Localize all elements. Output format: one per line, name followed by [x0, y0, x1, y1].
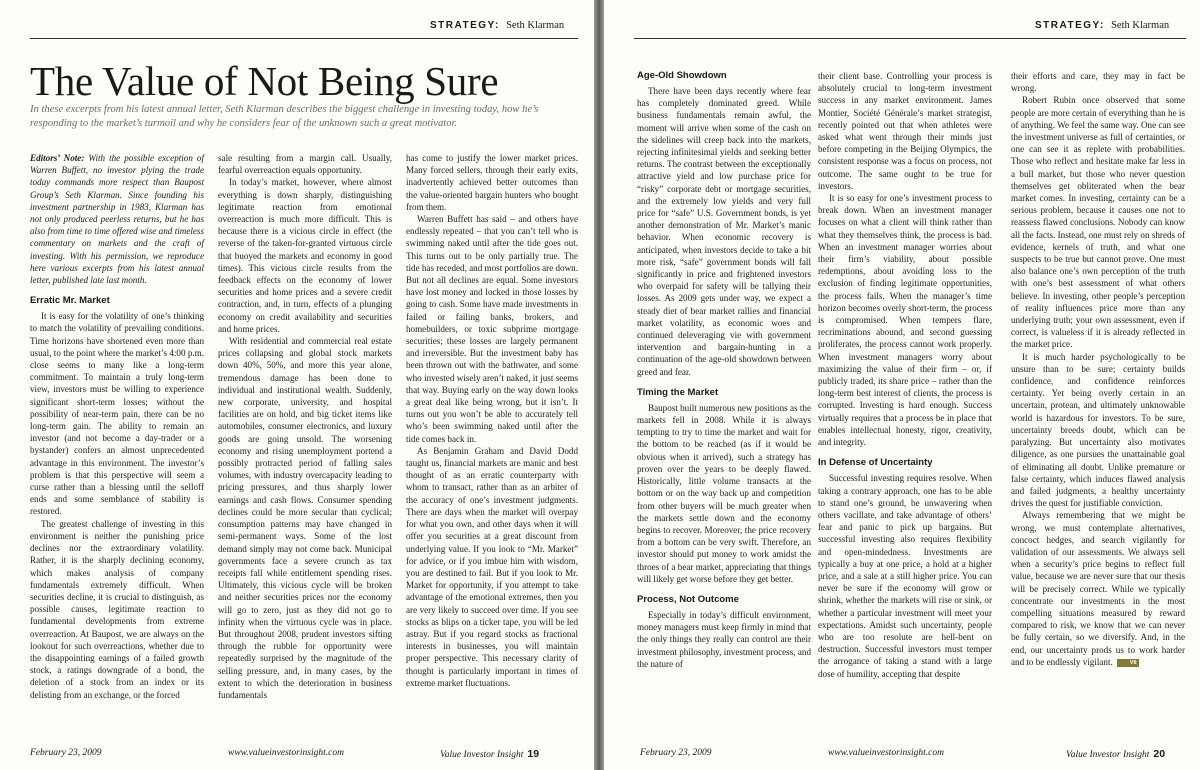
- paragraph: has come to justify the lower market prices. Many forced sellers, through their early exits, inadvertently achieved better outcomes than the value-oriented bargain hunters who bought from them.: [406, 153, 578, 212]
- editors-note: [30, 152, 204, 286]
- author-name: Seth Klarman: [1111, 20, 1170, 31]
- paragraph: The greatest challenge of investing in this environment is neither the punishing price declines nor the extraordinary volatility. Rather, it is the sharply declining economy, which makes analysis of company fundamentals extremely difficult. When securities decline, it is crucial to distinguish, as possible causes, legitimate reaction to fundamental developments from extreme overreaction. At Baupost, we are always on the lookout for such overreactions, whether due to the disappointing earnings of a failed growth stock, a ratings downgrade of a bond, the deletion of a stock from an index or its delisting from an exchange, or the forced: [30, 518, 204, 700]
- paragraph: It is so easy for one’s investment process to break down. When an investment manager focuses on what a client will think rather than what they themselves think, the process is bad. When an investment manager worries about their firm’s viability, about possible redemptions, about avoiding loss to the exclusion of finding legitimate opportunities, the process fails. When the manager’s time horizon becomes overly short-term, the process is compromised. When tempers flare, recriminations abound, and second guessing proliferates, the process cannot work properly. When investment managers worry about maximizing the value of their firm – or, if publicly traded, its share price – rather than the long-term best interest of clients, the process is corrupted. Investing is hard enough. Success virtually requires that a process be in place that enables intellectual honesty, rigor, creativity, and integrity.: [818, 193, 992, 448]
- section-heading: Age-Old Showdown: [637, 70, 727, 81]
- footer-date: February 23, 2009: [30, 748, 102, 758]
- editors-note-text: With the possible exception of Warren Buffett, no investor plying the trade today commands more respect than Baupost Group’s Seth Klarman. Since founding his investment partnership in 1983, Klarman has not only produced peerless returns, but he has also from time to time offered wise and timeless commentary on markets and the craft of investing. With his permission, we reproduce here various excerpts from his latest annual letter, published late last month.: [30, 153, 204, 286]
- paragraph: In today’s market, however, where almost everything is down sharply, distinguishing legitimate reaction from emotional overreaction is much more difficult. This is because there is a vicious circle in effect (the reverse of the taken-for-granted virtuous circle that buoyed the markets and economy in good times). This vicious circle results from the feedback effects on the economy of lower securities and home prices and a severe credit contraction, and, in turn, effects of a plunging economy on credit availability and securities and home prices.: [218, 177, 392, 334]
- footer-publication: [440, 748, 539, 760]
- paragraph: With residential and commercial real estate prices collapsing and global stock markets down 40%, 50%, and more this year alone, tremendous damage has been done to individual and institutional wealth. Suddenly, new corporate, university, and hospital facilities are on hold, and big ticket items like automobiles, consumer electronics, and luxury goods are going unsold. The worsening economy and rising unemployment portend a possibly protracted period of falling sales volumes, with industry overcapacity leading to pricing pressures, and thus sharply lower earnings and cash flows. Consumer spending declines could be more secular than cyclical; consumption patterns may have changed in semi-permanent ways. Some of the lost demand simply may not come back. Municipal governments face a severe crunch as tax receipts fall while entitlement spending rises. Ultimately, this vicious cycle will be broken and neither securities prices nor the economy will go to zero, just as they did not go to infinity when the virtuous cycle was in place. But throughout 2008, prudent investors sifting through the rubble for opportunity were repeatedly surprised by the magnitude of the selling pressure, and, in many cases, by the extent to which the deterioration in business fundamentals: [218, 336, 392, 700]
- column-1: [637, 70, 811, 670]
- section-label: STRATEGY:: [430, 20, 500, 31]
- column-3: [406, 152, 578, 689]
- header-rule: [30, 38, 578, 39]
- column-1: [30, 152, 204, 701]
- footer-url[interactable]: www.valueinvestorinsight.com: [228, 748, 344, 758]
- section-heading: In Defense of Uncertainty: [818, 457, 933, 469]
- end-mark-icon: VII: [1117, 659, 1139, 667]
- spine-gutter: [594, 0, 604, 770]
- paragraph: sale resulting from a margin call. Usually, fearful overreaction equals opportunity.: [218, 153, 392, 176]
- paragraph: Baupost built numerous new positions as the markets fell in 2008. While it is always tempting to try to time the market and wait for the bottom to be reached (as if it would be obvious when it arrived), such a strategy has proven over the years to be deeply flawed. Historically, little volume transacts at the bottom or on the way back up and competition from other buyers will be much greater when the markets settle down and the economy begins to recover. Moreover, the price recovery from a bottom can be very swift. Therefore, an investor should put money to work amidst the throes of a bear market, appreciating that things will likely get worse before they get better.: [637, 402, 811, 584]
- page-number: 19: [527, 748, 540, 760]
- paragraph-text: Always remembering that we might be wrong, we must contemplate alternatives, concoct hedges, and search vigilantly for validation of our assessments. We always sell when a security’s price begins to reflect full value, because we are never sure that our thesis will be precisely correct. While we typically concentrate our investments in the most compelling situations measured by reward compared to risk, we know that we can never be fully certain, so we diversify. And, in the end, our uncertainty prods us to work harder and to be endlessly vigilant.: [1011, 510, 1185, 667]
- paragraph: It is much harder psychologically to be unsure than to be sure; certainty builds confidence, and confidence reinforces certainty. Yet being overly certain in an uncertain, protean, and ultimately unknowable world is hazardous for investors. To be sure, uncertainty breeds doubt, which can be paralyzing. But uncertainty also motivates diligence, as one pursues the unattainable goal of eliminating all doubt. Unlike premature or false certainty, which induces flawed analysis and failed judgments, a healthy uncertainty drives the quest for justifiable conviction.: [1011, 351, 1185, 509]
- column-3: [1011, 70, 1185, 668]
- footer-date: February 23, 2009: [640, 748, 712, 758]
- paragraph: Successful investing requires resolve. When taking a contrary approach, one has to be able to stand one’s ground, be unwavering when others vacillate, and take advantage of others’ fear and panic to pick up bargains. But successful investing also requires flexibility and open-mindedness. Investments are typically a buy at one price, a hold at a higher price, and a sale at a still higher price. You can never be sure if the economy will grow or shrink, whether the markets will rise or sink, or whether a particular investment will meet your expectations. Amidst such uncertainty, people who are too resolute are hell-bent on destruction. Successful investors must temper the arrogance of taking a stand with a large dose of humility, accepting that despite: [818, 473, 992, 679]
- paragraph: As Benjamin Graham and David Dodd taught us, financial markets are manic and best thought of as an erratic counterparty with whom to transact, rather than as an arbiter of the accuracy of one’s investment judgments. There are days when the market will overpay for what you own, and other days when it will offer you securities at a great discount from underlying value. If you look to “Mr. Market” for advice, or if you imbue him with wisdom, you are destined to fail. But if you look to Mr. Market for opportunity, if you attempt to take advantage of the emotional extremes, then you are very likely to succeed over time. If you see stocks as blips on a ticker tape, you will be led astray. But if you regard stocks as fractional interests in businesses, you will maintain proper perspective. This necessary clarity of thought is particularly important in times of extreme market fluctuations.: [406, 445, 578, 688]
- paragraph: It is easy for the volatility of one’s thinking to match the volatility of prevailing conditions. Time horizons have shortened even more than usual, to the point where the market’s 4:00 p.m. close seems to many like a long-term commitment. To maintain a truly long-term view, investors must be willing to experience significant short-term losses; without the possibility of near-term pain, there can be no long-term gain. The ability to remain an investor (and not become a day-trader or a bystander) confers an almost unprecedented advantage in this environment. The investor’s problem is that this perspective will seem a curse rather than a blessing until the selloff ends and some semblance of stability is restored.: [30, 311, 204, 517]
- page-19: [0, 0, 594, 770]
- running-header: [1035, 20, 1169, 31]
- section-heading: Erratic Mr. Market: [30, 295, 110, 307]
- page-20: [604, 0, 1200, 770]
- publication-name: Value Investor Insight: [1066, 750, 1150, 760]
- author-name: Seth Klarman: [506, 20, 565, 31]
- article-deck: In these excerpts from his latest annual letter, Seth Klarman describes the biggest challenge in investing today, how he’s responding to the market’s turmoil and why he considers fear of the unknown such a great motivator.: [30, 104, 539, 129]
- paragraph: Robert Rubin once observed that some people are more certain of everything than he is of anything. We feel the same way. One can see the investment universe as full of certainties, or one can see it as replete with probabilities. Those who reflect and hesitate make far less in a bull market, but those who never question themselves get obliterated when the bear market comes. In investing, certainty can be a serious problem, because it causes one not to reassess flawed conclusions. Nobody can know all the facts. Instead, one must rely on shreds of evidence, kernels of truth, and what one suspects to be true but cannot prove. One must also balance one’s own perception of the truth with one’s best assessment of what others believe. In investing, other people’s perception of reality influences price more than any underlying truth; your own assessment, even if correct, is valueless if it is already reflected in the market price.: [1011, 95, 1185, 350]
- footer-publication: [1066, 748, 1165, 760]
- section-heading: Process, Not Outcome: [637, 593, 739, 605]
- column-2: [818, 70, 992, 680]
- paragraph: There have been days recently where fear has completely dominated greed. While business fundamentals remain awful, the moment will arrive when some of the cash on the sidelines will creep back into the markets, rejecting infinitesimal yields and seeking better returns. The contrast between the exceptionally attractive yield and low purchase price for “risky” corporate debt or mortgage securities, and the extremely low yields and very full price for “safe” U.S. Government bonds, is yet another demonstration of Mr. Market’s manic behavior. When economic recovery is anticipated, when investors decide to take a bit more risk, “safe” government bonds will fall significantly in price and frightened investors who overpaid for safety will be tallying their losses. As 2009 gets under way, we expect a steady diet of bear market rallies and financial market volatility, as economic woes and continued deleveraging vie with government intervention and bargain-hunting in a continuation of the age-old showdown between greed and fear.: [637, 86, 811, 377]
- header-rule: [634, 38, 1186, 39]
- page-number: 20: [1153, 748, 1166, 760]
- paragraph: their client base. Controlling your process is absolutely crucial to long-term investment success in any market environment. James Montier, Société Générale’s market strategist, recently pointed out that when athletes were asked what went through their minds just before competing in the Beijing Olympics, the consistent response was a focus on process, not outcome. The same ought to be true for investors.: [818, 71, 992, 191]
- paragraph: their efforts and care, they may in fact be wrong.: [1011, 71, 1185, 94]
- column-2: [218, 152, 392, 701]
- paragraph: Warren Buffett has said – and others have endlessly repeated – that you can’t tell who is swimming naked until after the tide goes out. This turns out to be only partially true. The tide has receded, and most portfolios are down. But not all declines are equal. Some investors have lost money and locked in those losses by going to cash. Some have made investments in failed or failing banks, brokers, and homebuilders, or toxic subprime mortgage securities; these losses are largely permanent and irreversible. But the investment baby has been thrown out with the bathwater, and some who invested wisely aren’t naked, it just seems that way. Buying early on the way down looks a great deal like being wrong, but it isn’t. It turns out you won’t be able to accurately tell who’s been swimming naked until after the tide comes back in.: [406, 214, 578, 444]
- footer-url[interactable]: www.valueinvestorinsight.com: [828, 748, 944, 758]
- publication-name: Value Investor Insight: [440, 750, 524, 760]
- editors-note-label: Editors’ Note:: [30, 153, 85, 163]
- paragraph: [1011, 509, 1185, 668]
- article-title: The Value of Not Being Sure: [30, 58, 499, 104]
- section-label: STRATEGY:: [1035, 20, 1105, 31]
- running-header: [430, 20, 564, 31]
- paragraph: Especially in today’s difficult environment, money managers must keep firmly in mind that the only things they really can control are their investment philosophy, investment process, and the nature of: [637, 609, 811, 669]
- section-heading: Timing the Market: [637, 386, 719, 398]
